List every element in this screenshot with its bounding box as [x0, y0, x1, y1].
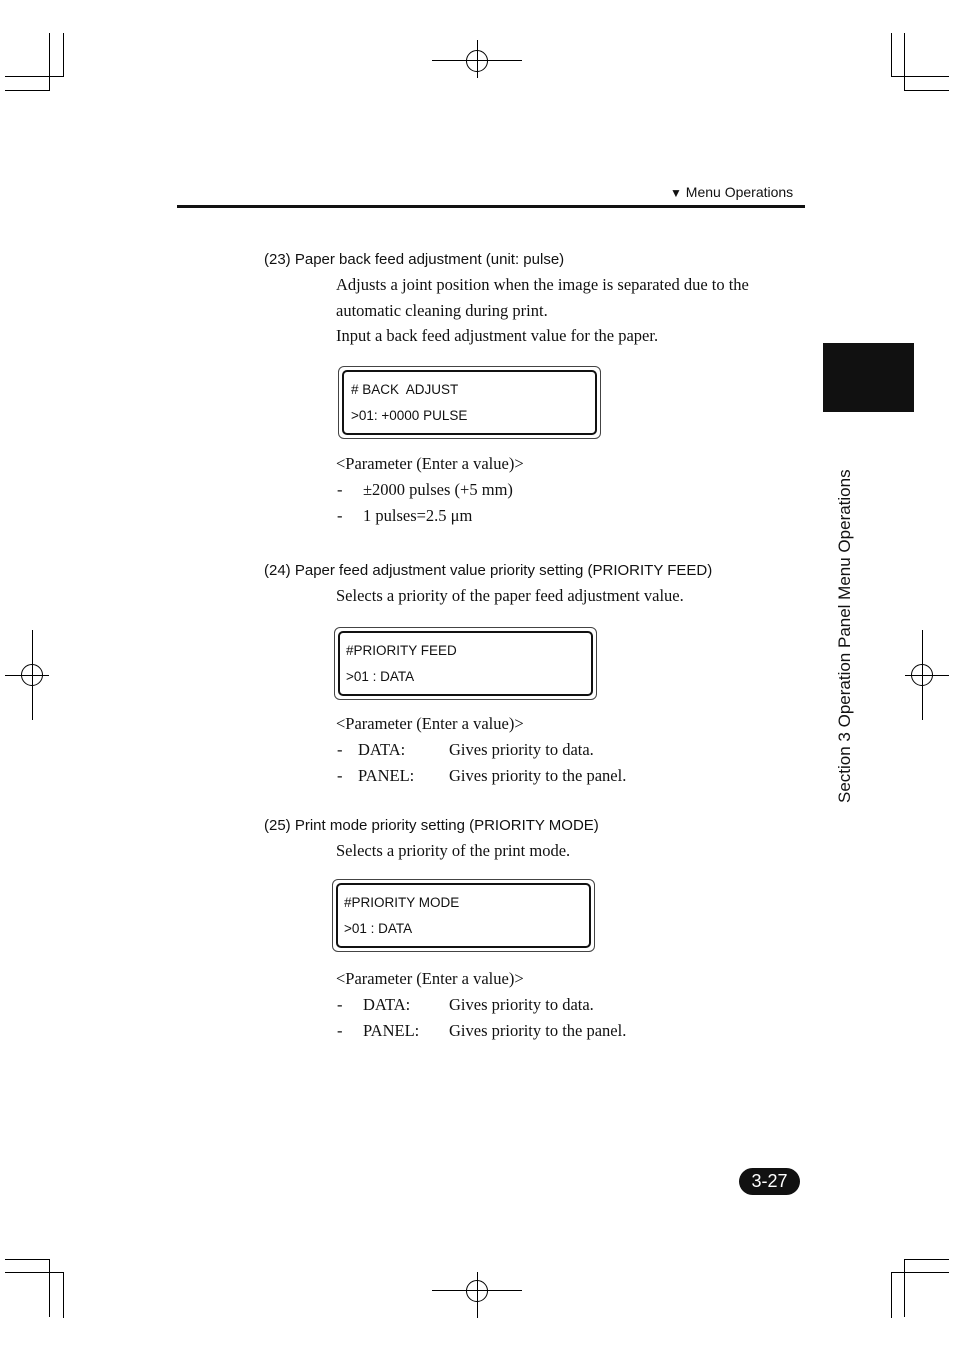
lcd-line-1: # BACK ADJUST	[351, 382, 459, 397]
param-key: DATA:	[363, 995, 411, 1014]
section-24-heading: (24) Paper feed adjustment value priority setting (PRIORITY FEED)	[264, 562, 713, 579]
section-24-param-heading: <Parameter (Enter a value)>	[336, 714, 524, 733]
lcd-display-back-adjust	[338, 366, 601, 439]
running-header	[670, 184, 793, 200]
param-dash: -	[337, 766, 343, 785]
header-rule	[177, 205, 805, 208]
section-tab	[823, 343, 914, 412]
param-desc: Gives priority to the panel.	[449, 1021, 627, 1040]
section-23-para1-line2: automatic cleaning during print.	[336, 301, 548, 320]
section-23-param-2: 1 pulses=2.5 μm	[363, 506, 473, 525]
lcd-line-2: >01 : DATA	[344, 921, 413, 936]
param-dash: -	[337, 506, 343, 525]
param-key: DATA:	[358, 740, 406, 759]
section-25-para: Selects a priority of the print mode.	[336, 841, 571, 860]
triangle-down-icon: ▼	[670, 186, 682, 200]
section-23-param-1: ±2000 pulses (+5 mm)	[363, 480, 513, 499]
page-number: 3-27	[739, 1168, 800, 1195]
section-23-heading: (23) Paper back feed adjustment (unit: pulse)	[264, 251, 565, 268]
param-desc: Gives priority to data.	[449, 995, 594, 1014]
section-23-param-heading: <Parameter (Enter a value)>	[336, 454, 524, 473]
param-key: PANEL:	[363, 1021, 420, 1040]
lcd-line-1: #PRIORITY MODE	[344, 895, 460, 910]
param-dash: -	[337, 480, 343, 499]
param-dash: -	[337, 740, 343, 759]
section-24-para: Selects a priority of the paper feed adjustment value.	[336, 586, 684, 605]
section-side-label: Section 3 Operation Panel Menu Operations	[835, 469, 854, 803]
section-23-para2: Input a back feed adjustment value for the paper.	[336, 326, 659, 345]
param-dash: -	[337, 995, 343, 1014]
param-desc: Gives priority to the panel.	[449, 766, 627, 785]
lcd-line-2: >01 : DATA	[346, 669, 415, 684]
lcd-display-priority-feed	[334, 627, 597, 700]
section-25-param-heading: <Parameter (Enter a value)>	[336, 969, 524, 988]
section-23-para1-line1: Adjusts a joint position when the image is separated due to the	[336, 275, 749, 294]
lcd-display-priority-mode	[332, 879, 595, 952]
section-25-heading: (25) Print mode priority setting (PRIORITY MODE)	[264, 817, 599, 834]
lcd-line-2: >01: +0000 PULSE	[351, 408, 468, 423]
param-desc: Gives priority to data.	[449, 740, 594, 759]
param-key: PANEL:	[358, 766, 415, 785]
lcd-line-1: #PRIORITY FEED	[346, 643, 457, 658]
param-dash: -	[337, 1021, 343, 1040]
header-title: Menu Operations	[685, 184, 794, 200]
